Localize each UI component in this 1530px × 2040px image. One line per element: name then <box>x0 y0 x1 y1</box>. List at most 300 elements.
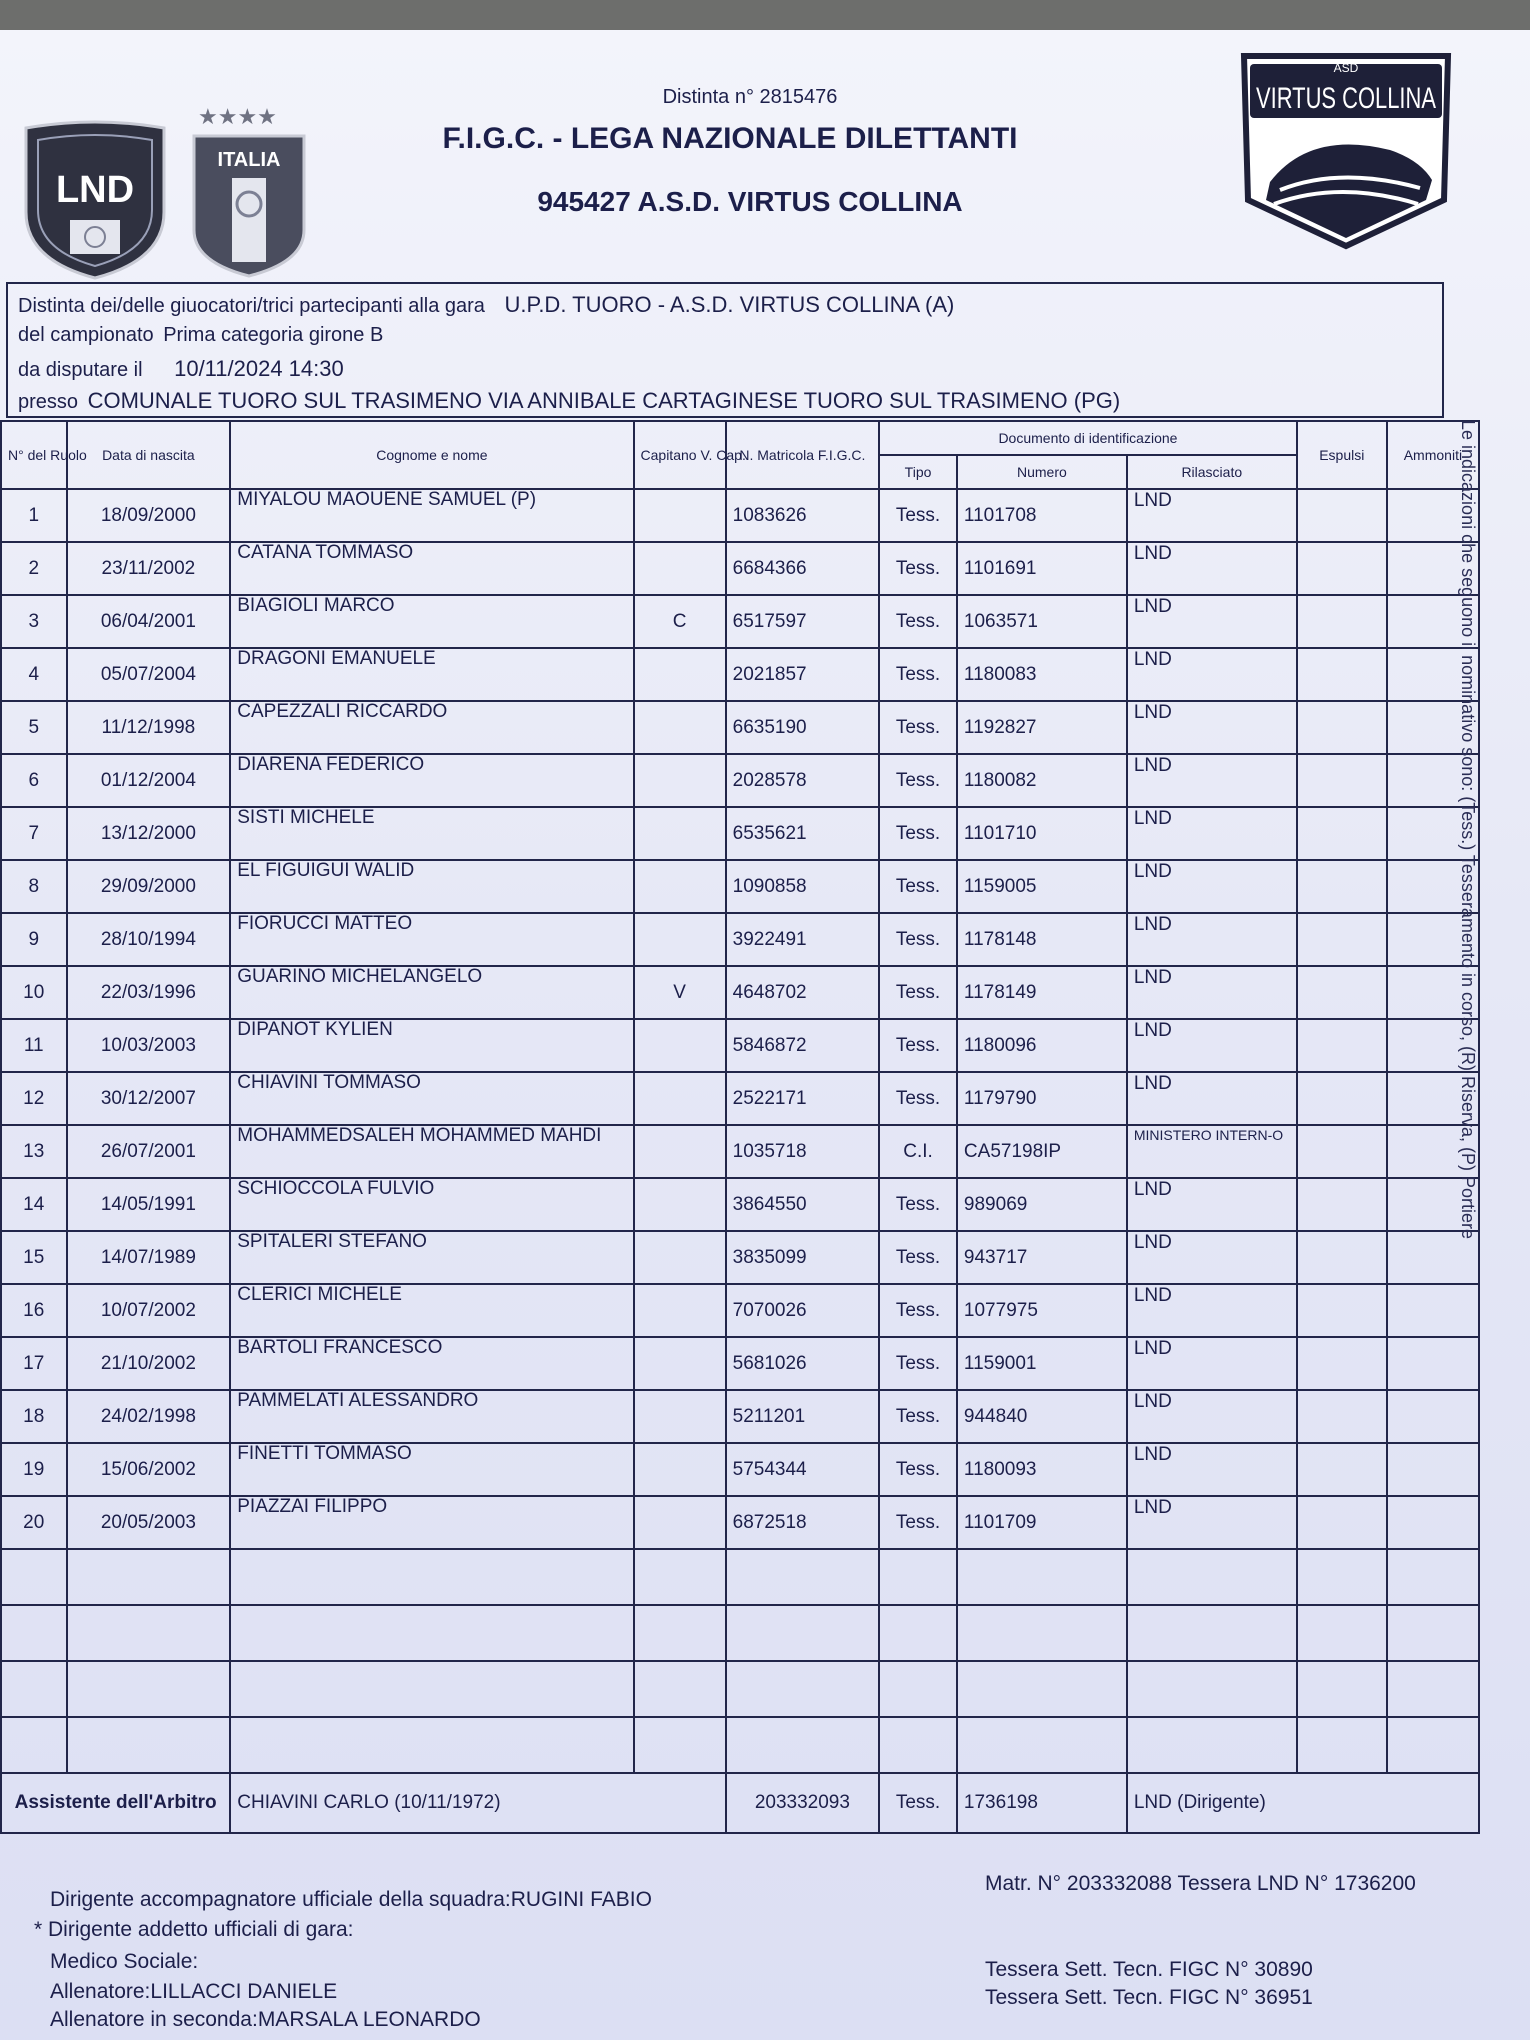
table-row <box>1 1443 1479 1496</box>
player-doc-number: 944840 <box>957 1390 1127 1443</box>
player-matricola: 2522171 <box>726 1072 880 1125</box>
player-espulsi <box>1297 1284 1387 1337</box>
table-row <box>1 1284 1479 1337</box>
table-row <box>1 1178 1479 1231</box>
player-name: SISTI MICHELE <box>230 807 633 860</box>
player-captain: C <box>634 595 726 648</box>
col-matricola: N. Matricola F.I.G.C. <box>726 421 880 489</box>
player-doc-number: 1101710 <box>957 807 1127 860</box>
player-espulsi <box>1297 1125 1387 1178</box>
player-captain <box>634 1125 726 1178</box>
col-nascita: Data di nascita <box>67 421 231 489</box>
player-espulsi <box>1297 754 1387 807</box>
empty-row <box>1 1661 1479 1717</box>
player-birthdate: 29/09/2000 <box>67 860 231 913</box>
player-doc-issuer: LND <box>1127 860 1297 913</box>
player-doc-type: Tess. <box>879 542 957 595</box>
table-row <box>1 1390 1479 1443</box>
player-matricola: 2028578 <box>726 754 880 807</box>
player-birthdate: 24/02/1998 <box>67 1390 231 1443</box>
player-doc-type: Tess. <box>879 1019 957 1072</box>
player-espulsi <box>1297 1072 1387 1125</box>
dirigente-name: RUGINI FABIO <box>510 1888 652 1911</box>
player-birthdate: 14/05/1991 <box>67 1178 231 1231</box>
player-doc-type: Tess. <box>879 1390 957 1443</box>
player-captain <box>634 1178 726 1231</box>
player-captain <box>634 807 726 860</box>
player-doc-type: Tess. <box>879 595 957 648</box>
player-espulsi <box>1297 1178 1387 1231</box>
player-doc-number: 1101708 <box>957 489 1127 542</box>
empty-row <box>1 1605 1479 1661</box>
italia-logo-icon <box>188 100 310 280</box>
player-roster-table <box>0 420 1480 1834</box>
player-doc-issuer: LND <box>1127 701 1297 754</box>
player-name: SPITALERI STEFANO <box>230 1231 633 1284</box>
player-doc-type: Tess. <box>879 489 957 542</box>
player-captain <box>634 648 726 701</box>
campionato-label: del campionato <box>18 324 154 346</box>
player-number: 5 <box>1 701 67 754</box>
player-matricola: 6872518 <box>726 1496 880 1549</box>
player-name: BIAGIOLI MARCO <box>230 595 633 648</box>
player-birthdate: 05/07/2004 <box>67 648 231 701</box>
match-label: Distinta dei/delle giuocatori/trici partecipanti alla gara <box>18 295 485 317</box>
table-row <box>1 1231 1479 1284</box>
allenatore-name: LILLACCI DANIELE <box>150 1980 338 2003</box>
empty-cell <box>1387 1717 1479 1773</box>
assistente-matricola: 203332093 <box>726 1773 880 1833</box>
svg-text:ASD: ASD <box>1333 61 1359 75</box>
table-row <box>1 913 1479 966</box>
player-matricola: 1090858 <box>726 860 880 913</box>
player-doc-number: 1180093 <box>957 1443 1127 1496</box>
table-row <box>1 1072 1479 1125</box>
player-espulsi <box>1297 860 1387 913</box>
player-ammoniti <box>1387 1496 1479 1549</box>
assistente-doc-type: Tess. <box>879 1773 957 1833</box>
player-matricola: 3835099 <box>726 1231 880 1284</box>
svg-text:★★★★: ★★★★ <box>198 105 277 130</box>
player-doc-issuer: LND <box>1127 648 1297 701</box>
campionato-line <box>18 324 383 347</box>
empty-cell <box>230 1549 633 1605</box>
empty-row <box>1 1717 1479 1773</box>
empty-cell <box>726 1717 880 1773</box>
col-numero: Numero <box>957 455 1127 489</box>
empty-cell <box>957 1605 1127 1661</box>
table-row <box>1 807 1479 860</box>
empty-cell <box>1297 1549 1387 1605</box>
empty-cell <box>1297 1717 1387 1773</box>
player-doc-number: 1180083 <box>957 648 1127 701</box>
table-row <box>1 1496 1479 1549</box>
player-number: 3 <box>1 595 67 648</box>
player-number: 15 <box>1 1231 67 1284</box>
empty-cell <box>67 1717 231 1773</box>
player-espulsi <box>1297 1337 1387 1390</box>
presso-line <box>18 388 1120 414</box>
presso-value: COMUNALE TUORO SUL TRASIMENO VIA ANNIBALE CARTAGINESE TUORO SUL TRASIMENO (PG) <box>87 388 1121 413</box>
player-captain <box>634 1019 726 1072</box>
empty-cell <box>879 1661 957 1717</box>
empty-cell <box>726 1605 880 1661</box>
player-doc-number: 1101691 <box>957 542 1127 595</box>
player-doc-type: C.I. <box>879 1125 957 1178</box>
player-number: 2 <box>1 542 67 595</box>
empty-cell <box>1387 1661 1479 1717</box>
table-row <box>1 542 1479 595</box>
col-nome: Cognome e nome <box>230 421 633 489</box>
player-birthdate: 18/09/2000 <box>67 489 231 542</box>
player-name: BARTOLI FRANCESCO <box>230 1337 633 1390</box>
table-row <box>1 595 1479 648</box>
empty-cell <box>957 1549 1127 1605</box>
player-birthdate: 15/06/2002 <box>67 1443 231 1496</box>
player-birthdate: 06/04/2001 <box>67 595 231 648</box>
data-line <box>18 356 344 382</box>
player-matricola: 6535621 <box>726 807 880 860</box>
player-number: 12 <box>1 1072 67 1125</box>
player-doc-number: 1063571 <box>957 595 1127 648</box>
player-doc-type: Tess. <box>879 1231 957 1284</box>
player-doc-type: Tess. <box>879 1284 957 1337</box>
player-matricola: 5681026 <box>726 1337 880 1390</box>
player-number: 10 <box>1 966 67 1019</box>
player-birthdate: 11/12/1998 <box>67 701 231 754</box>
virtus-collina-logo-icon <box>1240 50 1452 250</box>
player-doc-issuer: LND <box>1127 754 1297 807</box>
empty-cell <box>1127 1661 1297 1717</box>
player-name: SCHIOCCOLA FULVIO <box>230 1178 633 1231</box>
player-espulsi <box>1297 648 1387 701</box>
player-birthdate: 20/05/2003 <box>67 1496 231 1549</box>
player-doc-issuer: LND <box>1127 1496 1297 1549</box>
player-doc-number: 1192827 <box>957 701 1127 754</box>
player-doc-number: CA57198IP <box>957 1125 1127 1178</box>
allenatore2-line <box>50 2008 481 2032</box>
player-doc-number: 943717 <box>957 1231 1127 1284</box>
player-birthdate: 22/03/1996 <box>67 966 231 1019</box>
player-espulsi <box>1297 1390 1387 1443</box>
player-birthdate: 26/07/2001 <box>67 1125 231 1178</box>
allenatore-tessera: Tessera Sett. Tecn. FIGC N° 30890 <box>985 1958 1313 1981</box>
player-name: EL FIGUIGUI WALID <box>230 860 633 913</box>
player-doc-type: Tess. <box>879 913 957 966</box>
side-note: Le indicazioni che seguono il nominativo sono: (Tess.) Tesseramento in corso, (R) Riserva, (P) Portiere <box>1458 420 1478 1240</box>
empty-cell <box>957 1717 1127 1773</box>
player-doc-type: Tess. <box>879 1178 957 1231</box>
player-number: 6 <box>1 754 67 807</box>
player-matricola: 1035718 <box>726 1125 880 1178</box>
player-doc-issuer: LND <box>1127 1284 1297 1337</box>
player-name: MIYALOU MAOUENE SAMUEL (P) <box>230 489 633 542</box>
player-captain <box>634 1072 726 1125</box>
table-row <box>1 1125 1479 1178</box>
player-ammoniti <box>1387 1284 1479 1337</box>
empty-cell <box>1 1661 67 1717</box>
player-espulsi <box>1297 966 1387 1019</box>
player-doc-type: Tess. <box>879 966 957 1019</box>
empty-cell <box>1 1549 67 1605</box>
svg-text:VIRTUS COLLINA: VIRTUS COLLINA <box>1256 82 1436 115</box>
empty-cell <box>67 1661 231 1717</box>
col-tipo: Tipo <box>879 455 957 489</box>
svg-text:ITALIA: ITALIA <box>217 149 281 171</box>
player-matricola: 7070026 <box>726 1284 880 1337</box>
player-doc-number: 989069 <box>957 1178 1127 1231</box>
player-doc-issuer: LND <box>1127 1443 1297 1496</box>
table-row <box>1 1019 1479 1072</box>
player-name: FIORUCCI MATTEO <box>230 913 633 966</box>
medico-sociale: Medico Sociale: <box>50 1950 199 1973</box>
player-matricola: 5754344 <box>726 1443 880 1496</box>
empty-cell <box>1 1605 67 1661</box>
player-number: 1 <box>1 489 67 542</box>
player-birthdate: 10/07/2002 <box>67 1284 231 1337</box>
table-row <box>1 754 1479 807</box>
player-matricola: 5846872 <box>726 1019 880 1072</box>
player-ammoniti <box>1387 1337 1479 1390</box>
player-espulsi <box>1297 489 1387 542</box>
player-birthdate: 30/12/2007 <box>67 1072 231 1125</box>
distinta-number: Distinta n° 2815476 <box>662 86 838 108</box>
player-doc-issuer: LND <box>1127 807 1297 860</box>
empty-cell <box>1127 1549 1297 1605</box>
empty-cell <box>1 1717 67 1773</box>
table-row <box>1 701 1479 754</box>
empty-cell <box>957 1661 1127 1717</box>
match-info-box <box>6 282 1444 418</box>
player-name: PAMMELATI ALESSANDRO <box>230 1390 633 1443</box>
player-doc-type: Tess. <box>879 860 957 913</box>
player-number: 14 <box>1 1178 67 1231</box>
assistente-doc-number: 1736198 <box>957 1773 1127 1833</box>
empty-cell <box>879 1549 957 1605</box>
roster-body <box>1 489 1479 1833</box>
empty-cell <box>230 1717 633 1773</box>
player-matricola: 5211201 <box>726 1390 880 1443</box>
player-captain <box>634 1496 726 1549</box>
player-espulsi <box>1297 807 1387 860</box>
player-name: GUARINO MICHELANGELO <box>230 966 633 1019</box>
player-birthdate: 28/10/1994 <box>67 913 231 966</box>
player-doc-issuer: MINISTERO INTERN-O <box>1127 1125 1297 1178</box>
player-matricola: 3922491 <box>726 913 880 966</box>
table-row <box>1 1337 1479 1390</box>
player-doc-number: 1180096 <box>957 1019 1127 1072</box>
player-doc-type: Tess. <box>879 701 957 754</box>
player-name: DIPANOT KYLIEN <box>230 1019 633 1072</box>
player-matricola: 4648702 <box>726 966 880 1019</box>
table-row <box>1 860 1479 913</box>
allenatore2-name: MARSALA LEONARDO <box>257 2008 481 2031</box>
empty-cell <box>230 1605 633 1661</box>
player-doc-issuer: LND <box>1127 1231 1297 1284</box>
player-matricola: 2021857 <box>726 648 880 701</box>
player-doc-type: Tess. <box>879 1443 957 1496</box>
empty-cell <box>67 1605 231 1661</box>
empty-cell <box>879 1605 957 1661</box>
player-number: 4 <box>1 648 67 701</box>
player-matricola: 1083626 <box>726 489 880 542</box>
col-espulsi: Espulsi <box>1297 421 1387 489</box>
empty-cell <box>634 1661 726 1717</box>
presso-label: presso <box>18 391 79 413</box>
player-doc-issuer: LND <box>1127 966 1297 1019</box>
player-captain <box>634 1443 726 1496</box>
player-doc-type: Tess. <box>879 754 957 807</box>
player-captain <box>634 913 726 966</box>
empty-cell <box>726 1549 880 1605</box>
player-doc-type: Tess. <box>879 807 957 860</box>
federation-title: F.I.G.C. - LEGA NAZIONALE DILETTANTI <box>442 122 1018 155</box>
empty-cell <box>1127 1605 1297 1661</box>
empty-row <box>1 1549 1479 1605</box>
player-doc-number: 1180082 <box>957 754 1127 807</box>
player-doc-type: Tess. <box>879 648 957 701</box>
player-doc-type: Tess. <box>879 1337 957 1390</box>
player-doc-issuer: LND <box>1127 595 1297 648</box>
player-number: 9 <box>1 913 67 966</box>
empty-cell <box>726 1661 880 1717</box>
table-row <box>1 966 1479 1019</box>
svg-text:LND: LND <box>55 169 135 211</box>
player-name: DRAGONI EMANUELE <box>230 648 633 701</box>
player-name: DIARENA FEDERICO <box>230 754 633 807</box>
player-espulsi <box>1297 595 1387 648</box>
player-name: CLERICI MICHELE <box>230 1284 633 1337</box>
data-label: da disputare il <box>18 359 143 381</box>
allenatore-line <box>50 1980 337 2004</box>
player-captain <box>634 754 726 807</box>
player-doc-issuer: LND <box>1127 542 1297 595</box>
data-value: 10/11/2024 14:30 <box>174 356 344 381</box>
col-ruolo: N° del Ruolo <box>1 421 67 489</box>
player-captain: V <box>634 966 726 1019</box>
col-rilasciato: Rilasciato <box>1127 455 1297 489</box>
player-birthdate: 01/12/2004 <box>67 754 231 807</box>
player-captain <box>634 1337 726 1390</box>
player-doc-issuer: LND <box>1127 1390 1297 1443</box>
assistente-issuer: LND (Dirigente) <box>1127 1773 1479 1833</box>
player-ammoniti <box>1387 1443 1479 1496</box>
player-number: 19 <box>1 1443 67 1496</box>
allenatore2-label: Allenatore in seconda: <box>50 2008 258 2031</box>
player-name: PIAZZAI FILIPPO <box>230 1496 633 1549</box>
player-number: 17 <box>1 1337 67 1390</box>
empty-cell <box>67 1549 231 1605</box>
player-captain <box>634 1231 726 1284</box>
player-name: CATANA TOMMASO <box>230 542 633 595</box>
table-row <box>1 648 1479 701</box>
player-matricola: 6684366 <box>726 542 880 595</box>
player-number: 13 <box>1 1125 67 1178</box>
player-doc-issuer: LND <box>1127 1072 1297 1125</box>
assistente-row <box>1 1773 1479 1833</box>
player-doc-number: 1159001 <box>957 1337 1127 1390</box>
player-birthdate: 14/07/1989 <box>67 1231 231 1284</box>
player-doc-type: Tess. <box>879 1496 957 1549</box>
table-row <box>1 489 1479 542</box>
player-captain <box>634 542 726 595</box>
player-birthdate: 23/11/2002 <box>67 542 231 595</box>
dirigente-addetto: * Dirigente addetto ufficiali di gara: <box>34 1918 354 1941</box>
player-espulsi <box>1297 701 1387 754</box>
player-ammoniti <box>1387 1390 1479 1443</box>
player-matricola: 6517597 <box>726 595 880 648</box>
player-number: 8 <box>1 860 67 913</box>
player-espulsi <box>1297 1443 1387 1496</box>
dirigente-label: Dirigente accompagnatore ufficiale della squadra: <box>50 1888 511 1911</box>
player-doc-number: 1077975 <box>957 1284 1127 1337</box>
allenatore2-tessera: Tessera Sett. Tecn. FIGC N° 36951 <box>985 1986 1313 2009</box>
assistente-name: CHIAVINI CARLO (10/11/1972) <box>230 1773 725 1833</box>
empty-cell <box>230 1661 633 1717</box>
empty-cell <box>634 1605 726 1661</box>
dirigente-line <box>50 1888 652 1912</box>
player-doc-issuer: LND <box>1127 489 1297 542</box>
player-birthdate: 21/10/2002 <box>67 1337 231 1390</box>
player-captain <box>634 701 726 754</box>
player-name: CHIAVINI TOMMASO <box>230 1072 633 1125</box>
empty-cell <box>1297 1661 1387 1717</box>
empty-cell <box>1127 1717 1297 1773</box>
player-espulsi <box>1297 1496 1387 1549</box>
player-doc-number: 1101709 <box>957 1496 1127 1549</box>
player-name: MOHAMMEDSALEH MOHAMMED MAHDI <box>230 1125 633 1178</box>
player-number: 11 <box>1 1019 67 1072</box>
player-doc-issuer: LND <box>1127 1337 1297 1390</box>
empty-cell <box>1297 1605 1387 1661</box>
player-doc-issuer: LND <box>1127 1178 1297 1231</box>
player-number: 20 <box>1 1496 67 1549</box>
player-captain <box>634 1284 726 1337</box>
match-value: U.P.D. TUORO - A.S.D. VIRTUS COLLINA (A) <box>504 292 955 317</box>
player-doc-number: 1178149 <box>957 966 1127 1019</box>
club-title: 945427 A.S.D. VIRTUS COLLINA <box>537 186 963 217</box>
empty-cell <box>634 1549 726 1605</box>
match-line <box>18 292 954 318</box>
player-birthdate: 10/03/2003 <box>67 1019 231 1072</box>
empty-cell <box>634 1717 726 1773</box>
campionato-value: Prima categoria girone B <box>163 324 384 346</box>
lnd-logo-icon <box>20 120 170 282</box>
player-espulsi <box>1297 1019 1387 1072</box>
player-name: CAPEZZALI RICCARDO <box>230 701 633 754</box>
player-doc-issuer: LND <box>1127 1019 1297 1072</box>
player-doc-number: 1179790 <box>957 1072 1127 1125</box>
player-number: 16 <box>1 1284 67 1337</box>
player-doc-number: 1178148 <box>957 913 1127 966</box>
player-matricola: 3864550 <box>726 1178 880 1231</box>
player-captain <box>634 489 726 542</box>
dirigente-matricola: Matr. N° 203332088 Tessera LND N° 1736200 <box>985 1872 1416 1895</box>
player-captain <box>634 860 726 913</box>
empty-cell <box>879 1717 957 1773</box>
col-capitano: Capitano V. Cap. <box>634 421 726 489</box>
col-documento: Documento di identificazione <box>879 421 1297 455</box>
player-doc-number: 1159005 <box>957 860 1127 913</box>
player-espulsi <box>1297 542 1387 595</box>
empty-cell <box>1387 1605 1479 1661</box>
player-doc-issuer: LND <box>1127 913 1297 966</box>
player-espulsi <box>1297 913 1387 966</box>
assistente-label: Assistente dell'Arbitro <box>1 1773 230 1833</box>
player-number: 18 <box>1 1390 67 1443</box>
player-captain <box>634 1390 726 1443</box>
player-name: FINETTI TOMMASO <box>230 1443 633 1496</box>
